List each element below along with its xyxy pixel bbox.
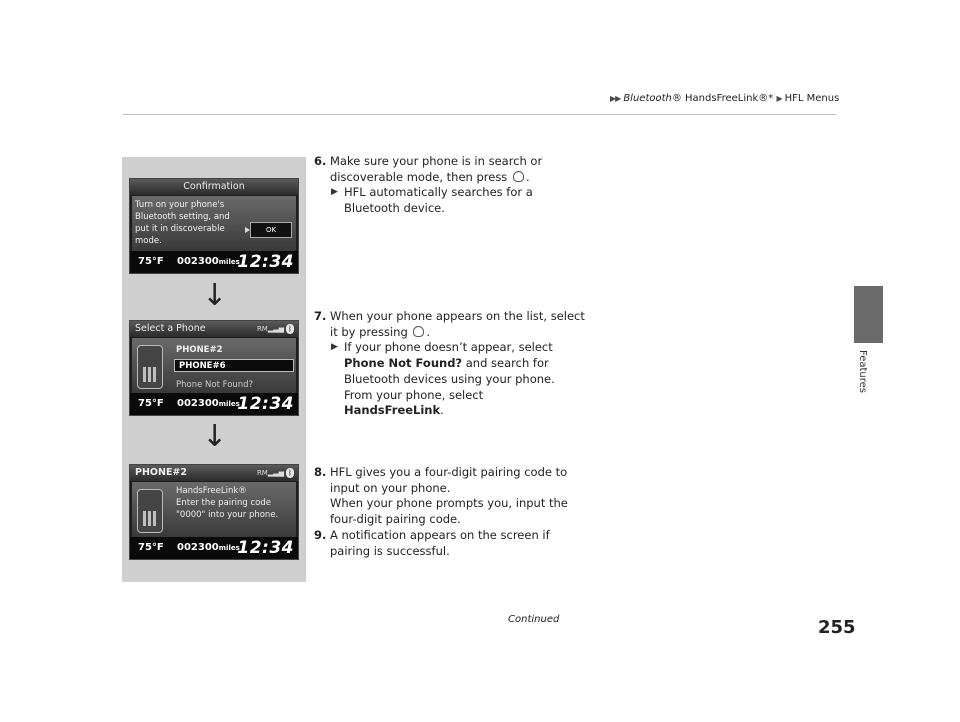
section-tab-marker — [854, 286, 883, 343]
temperature: 75°F — [138, 256, 164, 267]
breadcrumb-handsfreelink: ® HandsFreeLink®* — [671, 93, 774, 104]
status-bar — [130, 251, 298, 273]
status-bar — [130, 393, 298, 415]
ok-button[interactable]: OK — [250, 222, 292, 238]
temperature: 75°F — [138, 542, 164, 553]
clock: 12:34 — [237, 538, 294, 558]
screen-title: Select a Phone — [130, 321, 298, 337]
list-item[interactable]: PHONE#2 — [176, 345, 223, 355]
clock: 12:34 — [237, 394, 294, 414]
phone-icon — [137, 345, 163, 389]
page-number: 255 — [818, 617, 856, 638]
list-item-selected[interactable]: PHONE#6 — [174, 359, 294, 372]
confirmation-message: Turn on your phone's Bluetooth setting, and put it in discoverable mode. — [135, 200, 230, 246]
section-label: Features — [857, 350, 868, 393]
selector-knob-icon — [413, 326, 424, 337]
signal-icon: RM▂▃▅ ᛒ — [256, 325, 293, 333]
select-phone-screen — [129, 320, 299, 416]
step-note: ▶ If your phone doesn’t appear, select Phone Not Found? and search for Bluetooth devices using your phone. From your phone, select HandsFreeLink. — [331, 340, 555, 418]
continued-label: Continued — [508, 614, 560, 625]
note-arrow-icon: ▶ — [331, 187, 338, 198]
step-number: 8. — [314, 465, 327, 479]
step-7: 7. When your phone appears on the list, select it by pressing . ▶ If your phone doesn’t appear, select Phone Not Found? and search for Bluetooth devices using your phone. From your phone, select HandsFreeLink. — [314, 309, 585, 418]
odometer: 002300miles — [177, 542, 240, 553]
pairing-message: HandsFreeLink® Enter the pairing code "0000" into your phone. — [176, 486, 279, 520]
note-arrow-icon: ▶ — [331, 342, 338, 353]
status-bar — [130, 537, 298, 559]
confirmation-screen — [129, 178, 299, 274]
breadcrumb-bluetooth: Bluetooth — [623, 93, 672, 104]
selector-knob-icon — [513, 171, 524, 182]
header-divider — [123, 114, 836, 115]
odometer: 002300miles — [177, 256, 240, 267]
screen-title: PHONE#2 — [130, 465, 298, 481]
list-item[interactable]: Phone Not Found? — [176, 380, 254, 390]
step-8: 8. HFL gives you a four-digit pairing code to input on your phone. When your phone prompts you, input the four-digit pairing code. — [314, 465, 568, 527]
step-9: 9. A notification appears on the screen if pairing is successful. — [314, 528, 550, 558]
breadcrumb — [610, 93, 839, 104]
temperature: 75°F — [138, 398, 164, 409]
pairing-code-screen — [129, 464, 299, 560]
breadcrumb-arrow-icon: ▶ — [776, 94, 782, 103]
signal-icon: RM▂▃▅ ᛒ — [256, 469, 293, 477]
step-number: 9. — [314, 528, 327, 542]
step-note: ▶ HFL automatically searches for a Bluetooth device. — [331, 185, 533, 216]
odometer: 002300miles — [177, 398, 240, 409]
bluetooth-icon: ᛒ — [287, 469, 293, 477]
screen-title: Confirmation — [130, 179, 298, 195]
breadcrumb-hfl-menus: HFL Menus — [784, 93, 840, 104]
step-number: 7. — [314, 309, 327, 323]
clock: 12:34 — [237, 252, 294, 272]
bluetooth-icon: ᛒ — [287, 325, 293, 333]
down-arrow-icon: ↓ — [202, 419, 228, 454]
down-arrow-icon: ↓ — [202, 278, 228, 313]
breadcrumb-arrow-icon: ▶▶ — [610, 94, 621, 103]
step-6: 6. Make sure your phone is in search or discoverable mode, then press . ▶ HFL automatically searches for a Bluetooth device. — [314, 154, 543, 216]
phone-icon — [137, 489, 163, 533]
step-number: 6. — [314, 154, 327, 168]
